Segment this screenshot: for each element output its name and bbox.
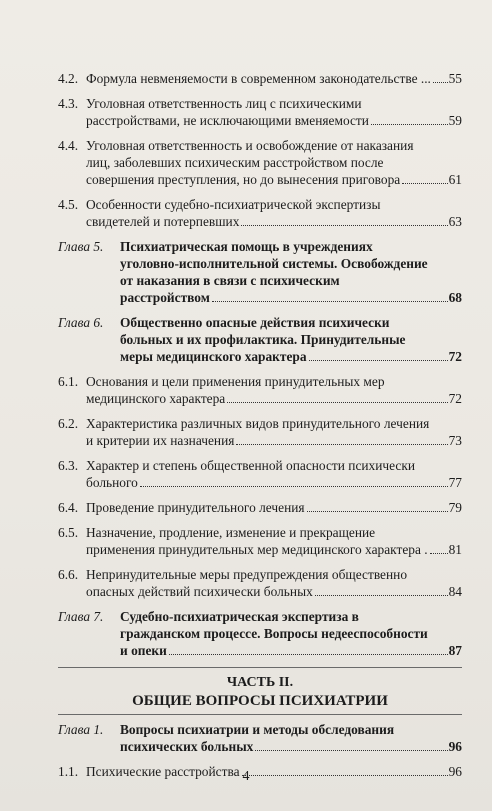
leader-dots xyxy=(307,511,448,512)
toc-entry-title xyxy=(120,608,462,659)
toc-entry-title-line: Судебно-психиатрическая экспертиза в xyxy=(120,609,359,624)
toc-page-number: 59 xyxy=(448,113,462,128)
toc-page-number: 63 xyxy=(448,214,462,229)
toc-list-part-one xyxy=(58,70,462,659)
toc-entry-title-line: Формула невменяемости в современном законодательстве ... xyxy=(86,71,431,86)
toc-entry-title-line: Основания и цели применения принудительных мер xyxy=(86,374,385,389)
part-title: ОБЩИЕ ВОПРОСЫ ПСИХИАТРИИ xyxy=(132,693,388,709)
toc-section-entry xyxy=(58,196,462,230)
leader-dots xyxy=(402,183,447,184)
toc-entry-title-line: Характер и степень общественной опасности психически xyxy=(86,458,416,473)
toc-page-number: 81 xyxy=(448,542,462,557)
toc-entry-title-line: и опеки xyxy=(120,643,167,658)
toc-entry-last-line xyxy=(120,642,462,659)
toc-entry-title xyxy=(120,314,462,365)
part-heading xyxy=(58,674,462,710)
toc-page-number: 73 xyxy=(448,433,462,448)
part-label: ЧАСТЬ II. xyxy=(226,675,294,690)
toc-entry-number: 4.4. xyxy=(58,138,79,153)
leader-dots xyxy=(227,402,447,403)
toc-entry-title-line: Психиатрическая помощь в учреждениях xyxy=(120,239,373,254)
toc-entry-title-line: расстройством xyxy=(120,290,210,305)
toc-page-number: 96 xyxy=(448,739,462,754)
toc-entry-title-line: больных и их профилактика. Принудительные xyxy=(120,332,406,347)
toc-entry-last-line xyxy=(86,541,462,558)
toc-entry-title xyxy=(86,524,462,558)
toc-section-entry xyxy=(58,137,462,188)
toc-page-number: 84 xyxy=(448,584,462,599)
toc-page-number: 72 xyxy=(448,349,462,364)
toc-entry-title-line: Вопросы психиатрии и методы обследования xyxy=(120,722,395,737)
toc-entry-title-line: свидетелей и потерпевших xyxy=(86,214,240,229)
toc-entry-title-line: Уголовная ответственность и освобождение от наказания xyxy=(86,138,414,153)
leader-dots xyxy=(241,225,447,226)
leader-dots xyxy=(430,553,448,554)
toc-entry-last-line xyxy=(86,432,462,449)
toc-entry-last-line xyxy=(120,738,462,755)
toc-page-number: 68 xyxy=(448,290,462,305)
toc-page-number: 72 xyxy=(448,391,462,406)
part-divider-rule xyxy=(58,667,462,668)
toc-section-entry xyxy=(58,415,462,449)
toc-section-entry xyxy=(58,70,462,87)
toc-section-entry xyxy=(58,95,462,129)
toc-page-number: 55 xyxy=(448,71,462,86)
toc-entry-number: 4.5. xyxy=(58,197,79,212)
toc-entry-title-line: совершения преступления, но до вынесения приговора xyxy=(86,172,401,187)
part-divider-rule xyxy=(58,714,462,715)
toc-entry-title-line: расстройствами, не исключающими вменяемости xyxy=(86,113,369,128)
leader-dots xyxy=(169,654,448,655)
toc-entry-title xyxy=(86,457,462,491)
toc-entry-title-line: Особенности судебно-психиатрической экспертизы xyxy=(86,197,381,212)
toc-entry-last-line xyxy=(86,583,462,600)
toc-entry-title xyxy=(86,566,462,600)
toc-entry-title-line: гражданском процессе. Вопросы недееспособности xyxy=(120,626,428,641)
toc-entry-last-line xyxy=(86,213,462,230)
toc-entry-title-line: от наказания в связи с психическим xyxy=(120,273,340,288)
toc-section-entry xyxy=(58,499,462,516)
toc-entry-number: Глава 5. xyxy=(58,239,104,254)
toc-entry-title xyxy=(120,721,462,755)
toc-page-number: 61 xyxy=(448,172,462,187)
toc-entry-number: 6.6. xyxy=(58,567,79,582)
leader-dots xyxy=(315,595,448,596)
toc-chapter-entry xyxy=(58,721,462,755)
toc-entry-title-line: и критерии их назначения xyxy=(86,433,235,448)
toc-entry-title-line: Психические расстройства xyxy=(86,764,240,779)
toc-entry-title xyxy=(86,499,462,516)
toc-entry-title-line: Общественно опасные действия психически xyxy=(120,315,390,330)
toc-entry-title-line: медицинского характера xyxy=(86,391,226,406)
toc-entry-last-line xyxy=(120,289,462,306)
leader-dots xyxy=(255,750,447,751)
toc-entry-number: 4.3. xyxy=(58,96,79,111)
toc-entry-title xyxy=(86,415,462,449)
toc-entry-number: 6.2. xyxy=(58,416,79,431)
leader-dots xyxy=(371,124,448,125)
toc-entry-number: Глава 6. xyxy=(58,315,104,330)
toc-entry-title-line: опасных действий психически больных xyxy=(86,584,313,599)
toc-entry-title xyxy=(120,238,462,306)
toc-entry-last-line xyxy=(86,171,462,188)
toc-entry-title-line: Непринудительные меры предупреждения общественно xyxy=(86,567,408,582)
toc-entry-title-line: Уголовная ответственность лиц с психическими xyxy=(86,96,362,111)
toc-entry-last-line xyxy=(86,70,462,87)
toc-entry-number: 6.4. xyxy=(58,500,79,515)
toc-entry-last-line xyxy=(86,499,462,516)
toc-entry-number: 4.2. xyxy=(58,71,79,86)
toc-entry-title xyxy=(86,70,462,87)
toc-chapter-entry xyxy=(58,314,462,365)
toc-section-entry xyxy=(58,457,462,491)
leader-dots xyxy=(140,486,448,487)
leader-dots xyxy=(212,301,448,302)
toc-entry-title-line: Проведение принудительного лечения xyxy=(86,500,305,515)
leader-dots xyxy=(309,360,448,361)
toc-page-number: 87 xyxy=(448,643,462,658)
leader-dots xyxy=(433,82,448,83)
toc-page-number: 79 xyxy=(448,500,462,515)
page-number: 4 xyxy=(242,769,250,784)
toc-entry-title-line: психических больных xyxy=(120,739,254,754)
toc-page-number: 77 xyxy=(448,475,462,490)
toc-entry-title xyxy=(86,373,462,407)
toc-entry-number: Глава 7. xyxy=(58,609,104,624)
leader-dots xyxy=(236,444,447,445)
toc-entry-title xyxy=(86,196,462,230)
toc-entry-title xyxy=(86,137,462,188)
toc-entry-title-line: лиц, заболевших психическим расстройством после xyxy=(86,155,384,170)
toc-chapter-entry xyxy=(58,608,462,659)
toc-section-entry xyxy=(58,524,462,558)
toc-entry-title-line: меры медицинского характера xyxy=(120,349,307,364)
toc-section-entry xyxy=(58,566,462,600)
toc-page-number: 96 xyxy=(448,764,462,779)
toc-chapter-entry xyxy=(58,238,462,306)
toc-entry-number: 6.1. xyxy=(58,374,79,389)
toc-entry-number: Глава 1. xyxy=(58,722,104,737)
toc-entry-title xyxy=(86,95,462,129)
toc-entry-title-line: Характеристика различных видов принудительного лечения xyxy=(86,416,430,431)
toc-entry-number: 6.5. xyxy=(58,525,79,540)
toc-entry-last-line xyxy=(86,112,462,129)
toc-entry-number: 6.3. xyxy=(58,458,79,473)
toc-entry-title-line: уголовно-исполнительной системы. Освобождение xyxy=(120,256,428,271)
toc-entry-last-line xyxy=(86,474,462,491)
toc-entry-last-line xyxy=(86,390,462,407)
toc-entry-number: 1.1. xyxy=(58,764,79,779)
table-of-contents xyxy=(58,70,462,788)
toc-section-entry xyxy=(58,373,462,407)
toc-entry-title-line: применения принудительных мер медицинского характера . xyxy=(86,542,428,557)
toc-entry-title-line: больного xyxy=(86,475,138,490)
toc-entry-last-line xyxy=(120,348,462,365)
toc-entry-title-line: Назначение, продление, изменение и прекращение xyxy=(86,525,376,540)
